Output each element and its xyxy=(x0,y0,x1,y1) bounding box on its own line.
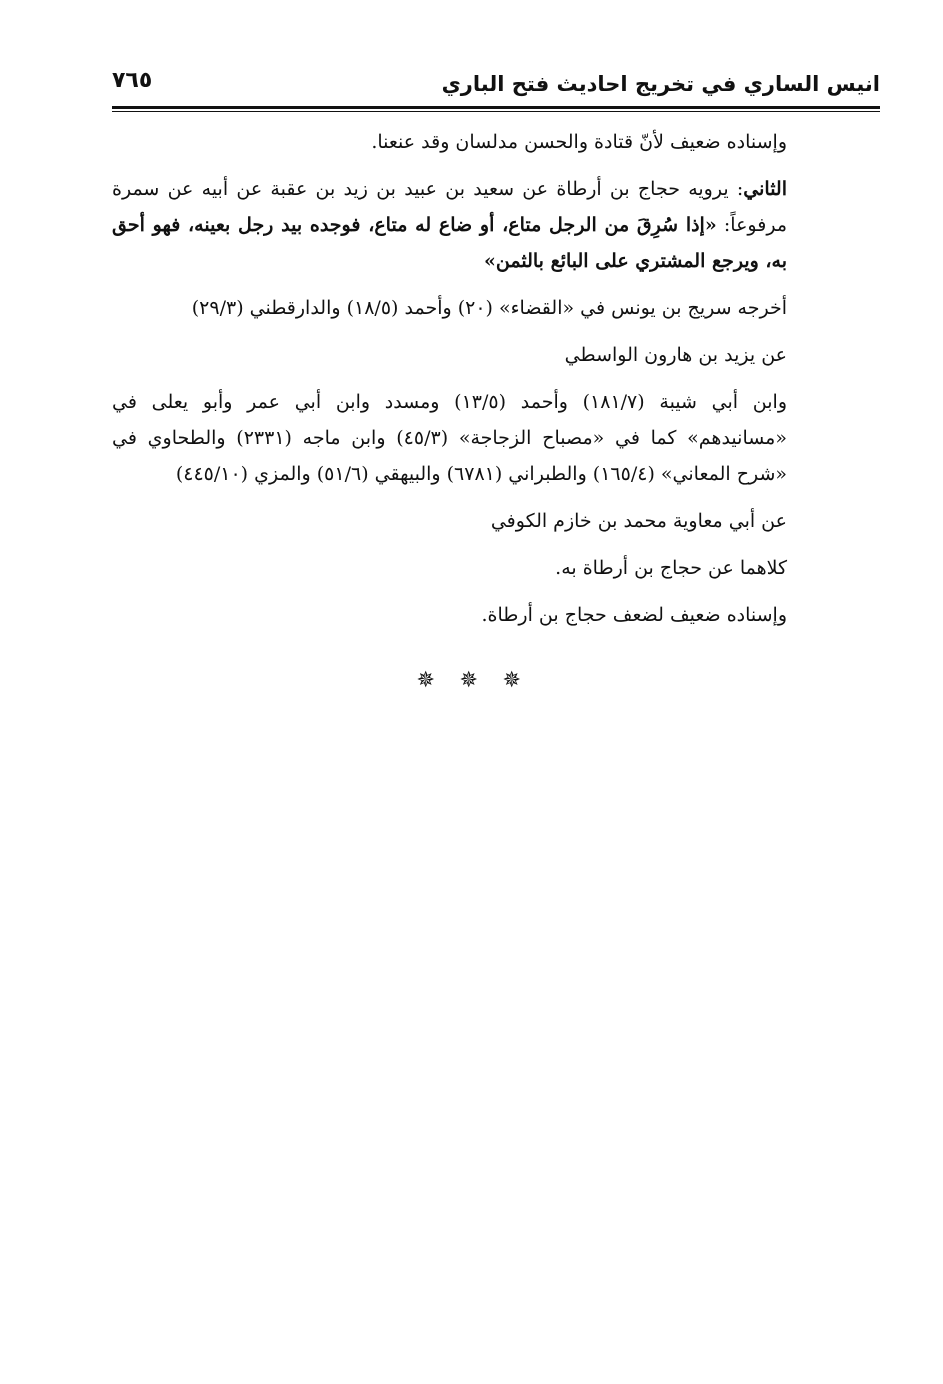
paragraph-1 xyxy=(112,124,832,160)
paragraph-text: أخرجه سريج بن يونس في «القضاء» (٢٠) وأحمد (١٨/٥) والدارقطني (٢٩/٣) xyxy=(191,297,787,319)
page-body xyxy=(112,124,832,644)
star-ornament-icon: ✵ xyxy=(502,668,533,693)
paragraph-8 xyxy=(112,597,832,633)
page-number: ٧٦٥ xyxy=(112,68,153,93)
paragraph-3 xyxy=(112,290,832,326)
hadith-text: «إذا سُرِقَ من الرجل متاع، أو ضاع له متاع، فوجده بيد رجل بعينه، فهو أحق به، ويرجع المشتري على البائع بالثمن» xyxy=(112,214,787,272)
paragraph-6 xyxy=(112,503,832,539)
paragraph-text: وإسناده ضعيف لضعف حجاج بن أرطاة. xyxy=(481,604,787,626)
paragraph-4 xyxy=(112,337,832,373)
star-ornament-icon: ✵ xyxy=(459,668,490,693)
header-rule xyxy=(112,106,880,112)
running-title: انيس الساري في تخريج احاديث فتح الباري xyxy=(441,72,880,96)
paragraph-text: : يرويه حجاج بن أرطاة عن سعيد بن عبيد بن زيد بن عقبة عن أبيه عن سمرة مرفوعاً: xyxy=(112,178,787,236)
paragraph-2 xyxy=(112,171,832,279)
paragraph-text: وابن أبي شيبة (١٨١/٧) وأحمد (١٣/٥) ومسدد وابن أبي عمر وأبو يعلى في «مسانيدهم» كما في «مصباح الزجاجة» (٤٥/٣) وابن ماجه (٢٣٣١) والطحاوي في «شرح المعاني» (١٦٥/٤) والطبراني (٦٧٨١) والبيهقي (٥١/٦) والمزي (٤٤٥/١٠) xyxy=(112,391,787,485)
star-ornament-icon: ✵ xyxy=(416,668,447,693)
page-header xyxy=(112,66,880,106)
section-lead: الثاني xyxy=(743,178,787,200)
paragraph-text: عن أبي معاوية محمد بن خازم الكوفي xyxy=(490,510,787,532)
section-ornament xyxy=(0,668,943,693)
paragraph-text: عن يزيد بن هارون الواسطي xyxy=(564,344,787,366)
paragraph-text: كلاهما عن حجاج بن أرطاة به. xyxy=(555,557,787,579)
paragraph-text: وإسناده ضعيف لأنّ قتادة والحسن مدلسان وقد عنعنا. xyxy=(371,131,787,153)
paragraph-7 xyxy=(112,550,832,586)
paragraph-5 xyxy=(112,384,832,492)
